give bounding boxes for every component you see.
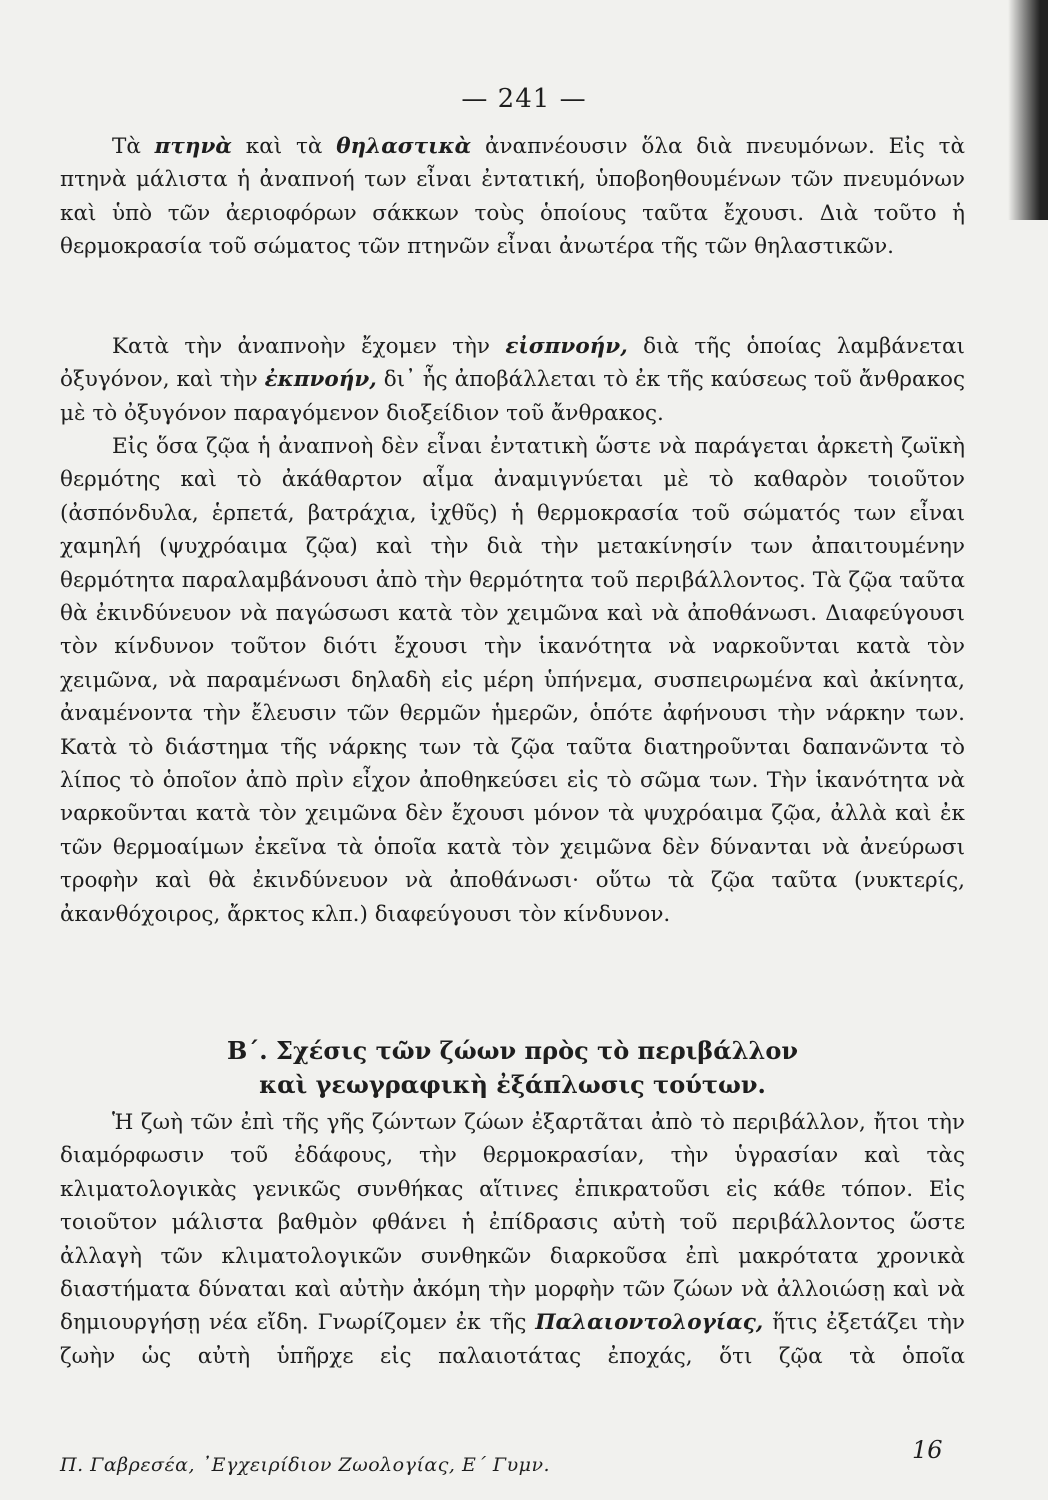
paragraph-inhalation-exhalation: [60, 330, 965, 430]
paragraph-4-part-1: Ἡ ζωὴ τῶν ἐπὶ τῆς γῆς ζώντων ζώων ἐξαρτᾶται ἀπὸ τὸ περιβάλλον, ἤτοι τὴν διαμόρφωσιν τοῦ ἐδάφους, τὴν θερμοκρασίαν, τὴν ὑγρασίαν καὶ τὰς κλιματολογικὰς γενικῶς συνθήκας αἵτινες ἐπικρατοῦσι εἰς κάθε τόπον. Εἰς τοιοῦτον μάλιστα βαθμὸν φθάνει ἡ ἐπίδρασις αὐτὴ τοῦ περιβάλλοντος ὥστε ἀλλαγὴ τῶν κλιματολογικῶν συνθηκῶν διαρκοῦσα ἐπὶ μακρότατα χρονικὰ διαστήματα δύναται καὶ αὐτὴν ἀκόμη τὴν μορφὴν τῶν ζώων νὰ ἀλλοιώσῃ καὶ νὰ δημιουργήσῃ νέα εἴδη. Γνωρίζομεν ἐκ τῆς: [60, 1110, 965, 1336]
term-exhalation: ἐκπνοήν,: [264, 367, 377, 393]
paragraph-cold-blooded-animals: [60, 430, 965, 931]
footer-citation: Π. Γαβρεσέα, ᾿Εγχειρίδιον Ζωολογίας, Ε΄ Γυμν.: [60, 1454, 551, 1476]
paragraph-2-part-1: Κατὰ τὴν ἀναπνοὴν ἔχομεν τὴν: [112, 334, 506, 359]
term-paleontology: Παλαιοντολογίας,: [535, 1310, 764, 1336]
paragraph-environment: [60, 1106, 965, 1373]
term-inhalation: εἰσπνοήν,: [505, 334, 628, 359]
paragraph-4-part-2: ἥτις ἐξετάζει τὴν ζωὴν ὡς αὐτὴ ὑπῆρχε εἰς παλαιοτάτας ἐποχάς, ὅτι ζῷα τὰ ὁποῖα: [60, 1310, 965, 1369]
paragraph-1-part-2: καὶ τὰ: [231, 134, 337, 159]
paragraph-3-text: Εἰς ὅσα ζῷα ἡ ἀναπνοὴ δὲν εἶναι ἐντατικὴ ὥστε νὰ παράγεται ἀρκετὴ ζωϊκὴ θερμότης καὶ τὸ ἀκάθαρτον αἷμα ἀναμιγνύεται μὲ τὸ καθαρὸν τοιοῦτον (ἀσπόνδυλα, ἑρπετά, βατράχια, ἰχθῦς) ἡ θερμοκρασία τοῦ σώματός των εἶναι χαμηλή (ψυχρόαιμα ζῷα) καὶ τὴν διὰ τὴν μετακίνησίν των ἀπαιτουμένην θερμότητα παραλαμβάνουσι ἀπὸ τὴν θερμότητα τοῦ περιβάλλοντος. Τὰ ζῷα ταῦτα θὰ ἐκινδύνευον νὰ παγώσωσι κατὰ τὸν χειμῶνα καὶ νὰ ἀποθάνωσι. Διαφεύγουσι τὸν κίνδυνον τοῦτον διότι ἔχουσι τὴν ἱκανότητα νὰ ναρκοῦνται κατὰ τὸν χειμῶνα, νὰ παραμένωσι δηλαδὴ εἰς μέρη ὑπήνεμα, συσπειρωμένα καὶ ἀκίνητα, ἀναμένοντα τὴν ἔλευσιν τῶν θερμῶν ἡμερῶν, ὁπότε ἀφήνουσι τὴν νάρκην των. Κατὰ τὸ διάστημα τῆς νάρκης των τὰ ζῷα ταῦτα διατηροῦνται δαπανῶντα τὸ λίπος τὸ ὁποῖον ἀπὸ πρὶν εἶχον ἀποθηκεύσει εἰς τὸ σῶμα των. Τὴν ἱκανότητα νὰ ναρκοῦνται κατὰ τὸν χειμῶνα δὲν ἔχουσι μόνον τὰ ψυχρόαιμα ζῷα, ἀλλὰ καὶ ἐκ τῶν θερμοαίμων ἐκεῖνα τὰ ὁποῖα κατὰ τὸν χειμῶνα δὲν δύνανται νὰ ἀνεύρωσι τροφὴν καὶ θὰ ἐκινδύνευον νὰ ἀποθάνωσι· οὕτω τὰ ζῷα ταῦτα (νυκτερίς, ἀκανθόχοιρος, ἄρκτος κλπ.) διαφεύγουσι τὸν κίνδυνον.: [60, 434, 965, 927]
paragraph-4-text: [60, 1106, 965, 1373]
paragraph-2-part-3: δι᾿ ἧς ἀποβάλλεται τὸ ἐκ τῆς καύσεως τοῦ ἄνθρακος μὲ τὸ ὀξυγόνον παραγόμενον διοξείδιον τοῦ ἄνθρακος.: [60, 367, 965, 426]
paragraph-2-part-2: διὰ τῆς ὁποίας λαμβάνεται ὀξυγόνον, καὶ τὴν: [60, 334, 965, 393]
section-heading: [60, 1034, 965, 1102]
footer-signature: 16: [912, 1436, 943, 1464]
section-heading-line-1: Β΄. Σχέσις τῶν ζώων πρὸς τὸ περιβάλλον: [226, 1036, 799, 1065]
paragraph-respiration-birds: [60, 130, 965, 264]
term-mammals: θηλαστικὰ: [336, 134, 472, 159]
paragraph-1-part-3: ἀναπνέουσιν ὅλα διὰ πνευμόνων. Εἰς τὰ πτηνὰ μάλιστα ἡ ἀναπνοή των εἶναι ἐντατική, ὑποβοηθουμένων τῶν πνευμόνων καὶ ὑπὸ τῶν ἀεριοφόρων σάκκων τοὺς ὁποίους ταῦτα ἔχουσι. Διὰ τοῦτο ἡ θερμοκρασία τοῦ σώματος τῶν πτηνῶν εἶναι ἀνωτέρα τῆς τῶν θηλαστικῶν.: [60, 134, 965, 260]
paragraph-1-text: [60, 130, 965, 264]
paragraph-2-text: [60, 330, 965, 430]
paragraph-1-part-1: Τὰ: [112, 134, 155, 159]
term-birds: πτηνὰ: [154, 134, 232, 159]
section-heading-line-2: καὶ γεωγραφικὴ ἐξάπλωσις τούτων.: [259, 1070, 766, 1099]
page-number: — 241 —: [461, 84, 587, 114]
